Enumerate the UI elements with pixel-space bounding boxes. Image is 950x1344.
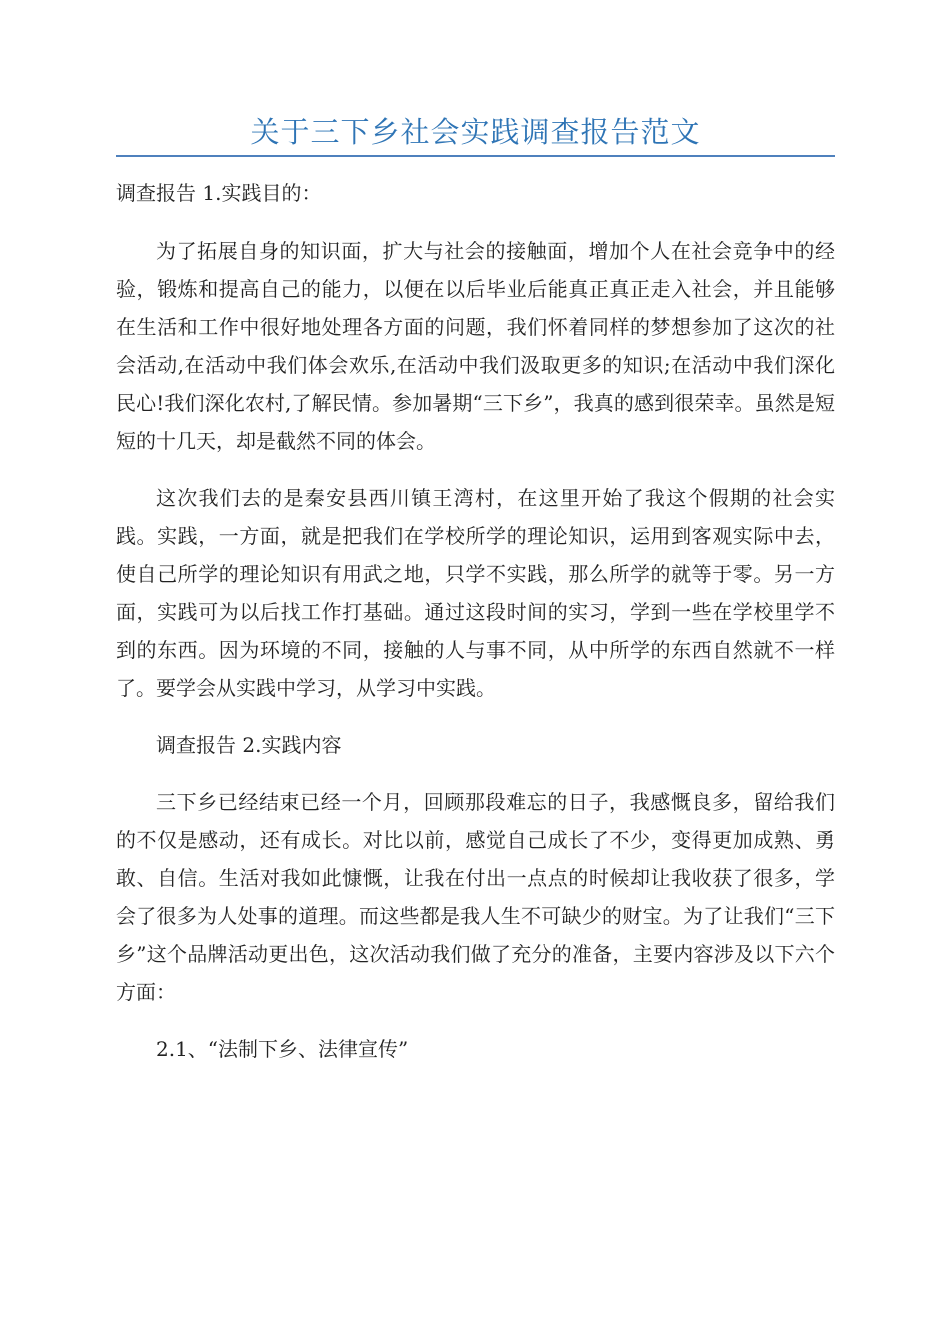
- paragraph-content: 三下乡已经结束已经一个月，回顾那段难忘的日子，我感慨良多，留给我们的不仅是感动，还有成长。对比以前，感觉自己成长了不少，变得更加成熟、勇敢、自信。生活对我如此慷慨，让我在付出一点点的时候却让我收获了很多，学会了很多为人处事的道理。而这些都是我人生不可缺少的财宝。为了让我们“三下乡”这个品牌活动更出色，这次活动我们做了充分的准备，主要内容涉及以下六个方面：: [116, 790, 835, 1004]
- paragraph-location: 这次我们去的是秦安县西川镇王湾村，在这里开始了我这个假期的社会实践。实践，一方面，就是把我们在学校所学的理论知识，运用到客观实际中去，使自己所学的理论知识有用武之地，只学不实践，那么所学的就等于零。另一方面，实践可为以后找工作打基础。通过这段时间的实习，学到一些在学校里学不到的东西。因为环境的不同，接触的人与事不同，从中所学的东西自然就不一样了。要学会从实践中学习，从学习中实践。: [116, 486, 835, 700]
- document-body: [116, 174, 835, 1087]
- document-title: 关于三下乡社会实践调查报告范文: [250, 115, 701, 149]
- section-heading: 调查报告 1.实践目的：: [116, 181, 322, 205]
- title-underline: [116, 155, 835, 157]
- paragraph-purpose: 为了拓展自身的知识面，扩大与社会的接触面，增加个人在社会竞争中的经验，锻炼和提高自己的能力，以便在以后毕业后能真正真正走入社会，并且能够在生活和工作中很好地处理各方面的问题，我们怀着同样的梦想参加了这次的社会活动,在活动中我们体会欢乐,在活动中我们汲取更多的知识;在活动中我们深化民心!我们深化农村,了解民情。参加暑期“三下乡”，我真的感到很荣幸。虽然是短短的十几天，却是截然不同的体会。: [116, 239, 835, 453]
- subsection-heading: 2.1、“法制下乡、法律宣传”: [156, 1037, 409, 1061]
- section-heading-content: 调查报告 2.实践内容: [156, 733, 342, 757]
